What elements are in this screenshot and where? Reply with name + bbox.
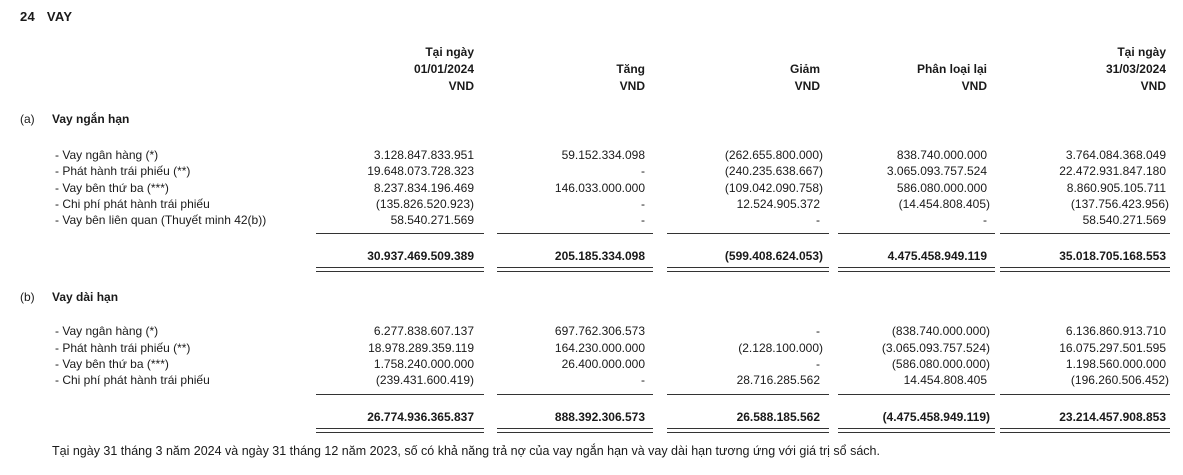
cell-value: 838.740.000.000 [896, 148, 987, 162]
section-a-label: (a) [20, 112, 35, 126]
cell-value: 6.136.860.913.710 [1065, 324, 1166, 338]
cell-value: 19.648.073.728.323 [367, 164, 474, 178]
subtotal-rule [838, 394, 995, 395]
cell-value: (838.740.000.000) [891, 324, 990, 338]
cell-value: 697.762.306.573 [554, 324, 645, 338]
cell-value: 14.454.808.405 [903, 373, 987, 387]
cell-value: 58.540.271.569 [1082, 213, 1166, 227]
cell-value: - [641, 197, 645, 211]
section-b-label: (b) [20, 290, 35, 304]
cell-value: 164.230.000.000 [554, 341, 645, 355]
subtotal-rule [838, 233, 995, 234]
subtotal-rule [316, 233, 484, 234]
total-value: 26.588.185.562 [736, 410, 820, 424]
total-double-rule [838, 428, 995, 433]
total-value: 35.018.705.168.553 [1059, 249, 1166, 263]
cell-value: - [816, 213, 820, 227]
subtotal-rule [497, 394, 653, 395]
cell-value: (196.260.506.452) [1070, 373, 1169, 387]
total-double-rule [1000, 428, 1170, 433]
cell-value: (137.756.423.956) [1070, 197, 1169, 211]
cell-value: (3.065.093.757.524) [881, 341, 990, 355]
cell-value: - [641, 373, 645, 387]
row-label: - Vay bên thứ ba (***) [55, 181, 169, 195]
total-double-rule [838, 267, 995, 272]
column-header-decrease: Giảm VND [789, 62, 820, 93]
cell-value: (262.655.800.000) [724, 148, 823, 162]
section-number: 24 [20, 9, 36, 24]
column-header-increase: Tăng VND [616, 62, 645, 93]
cell-value: 1.758.240.000.000 [373, 357, 474, 371]
cell-value: 3.128.847.833.951 [373, 148, 474, 162]
cell-value: 18.978.289.359.119 [368, 341, 474, 355]
cell-value: 12.524.905.372 [736, 197, 820, 211]
cell-value: - [641, 164, 645, 178]
row-label: - Chi phí phát hành trái phiếu [55, 373, 210, 387]
section-a-title: Vay ngắn hạn [52, 112, 130, 126]
cell-value: 586.080.000.000 [896, 181, 987, 195]
cell-value: 16.075.297.501.595 [1059, 341, 1166, 355]
cell-value: 3.764.084.368.049 [1065, 148, 1166, 162]
subtotal-rule [1000, 394, 1170, 395]
subtotal-rule [667, 394, 829, 395]
total-double-rule [497, 428, 653, 433]
cell-value: (109.042.090.758) [724, 181, 823, 195]
total-value: (4.475.458.949.119) [882, 410, 990, 424]
cell-value: 1.198.560.000.000 [1065, 357, 1166, 371]
footnote: Tại ngày 31 tháng 3 năm 2024 và ngày 31 tháng 12 năm 2023, số có khả năng trả nợ của vay ngắn hạn và vay dài hạn tương ứng với giá trị sổ sách. [52, 444, 880, 458]
cell-value: 8.237.834.196.469 [373, 181, 474, 195]
row-label: - Vay bên liên quan (Thuyết minh 42(b)) [55, 213, 267, 227]
cell-value: - [641, 213, 645, 227]
cell-value: 3.065.093.757.524 [886, 164, 987, 178]
subtotal-rule [316, 394, 484, 395]
cell-value: (135.826.520.923) [375, 197, 474, 211]
cell-value: 26.400.000.000 [561, 357, 645, 371]
total-value: 23.214.457.908.853 [1059, 410, 1166, 424]
total-double-rule [497, 267, 653, 272]
total-double-rule [316, 428, 484, 433]
row-label: - Phát hành trái phiếu (**) [55, 341, 191, 355]
cell-value: (239.431.600.419) [375, 373, 474, 387]
cell-value: (586.080.000.000) [891, 357, 990, 371]
section-b-title: Vay dài hạn [52, 290, 119, 304]
total-double-rule [316, 267, 484, 272]
cell-value: (2.128.100.000) [738, 341, 823, 355]
cell-value: 8.860.905.105.711 [1066, 181, 1166, 195]
total-value: 26.774.936.365.837 [367, 410, 474, 424]
cell-value: - [816, 324, 820, 338]
total-value: (599.408.624.053) [724, 249, 823, 263]
cell-value: 28.716.285.562 [736, 373, 820, 387]
total-double-rule [667, 428, 829, 433]
cell-value: 59.152.334.098 [561, 148, 645, 162]
total-double-rule [1000, 267, 1170, 272]
subtotal-rule [667, 233, 829, 234]
cell-value: (14.454.808.405) [898, 197, 990, 211]
total-value: 205.185.334.098 [554, 249, 645, 263]
subtotal-rule [1000, 233, 1170, 234]
column-header-reclassification: Phân loại lại VND [916, 62, 987, 93]
row-label: - Vay ngân hàng (*) [55, 148, 159, 162]
total-value: 30.937.469.509.389 [367, 249, 474, 263]
row-label: - Vay ngân hàng (*) [55, 324, 159, 338]
total-value: 888.392.306.573 [554, 410, 645, 424]
cell-value: 6.277.838.607.137 [373, 324, 474, 338]
column-header-opening: Tại ngày 01/01/2024 VND [413, 45, 474, 93]
cell-value: 58.540.271.569 [390, 213, 474, 227]
total-double-rule [667, 267, 829, 272]
section-title [20, 9, 72, 24]
cell-value: - [816, 357, 820, 371]
column-header-closing: Tại ngày 31/03/2024 VND [1105, 45, 1166, 93]
total-value: 4.475.458.949.119 [887, 249, 987, 263]
section-title-text: VAY [46, 9, 73, 24]
cell-value: 146.033.000.000 [554, 181, 645, 195]
cell-value: (240.235.638.667) [724, 164, 823, 178]
row-label: - Chi phí phát hành trái phiếu [55, 197, 210, 211]
cell-value: 22.472.931.847.180 [1059, 164, 1166, 178]
row-label: - Phát hành trái phiếu (**) [55, 164, 191, 178]
row-label: - Vay bên thứ ba (***) [55, 357, 169, 371]
subtotal-rule [497, 233, 653, 234]
cell-value: - [983, 213, 987, 227]
